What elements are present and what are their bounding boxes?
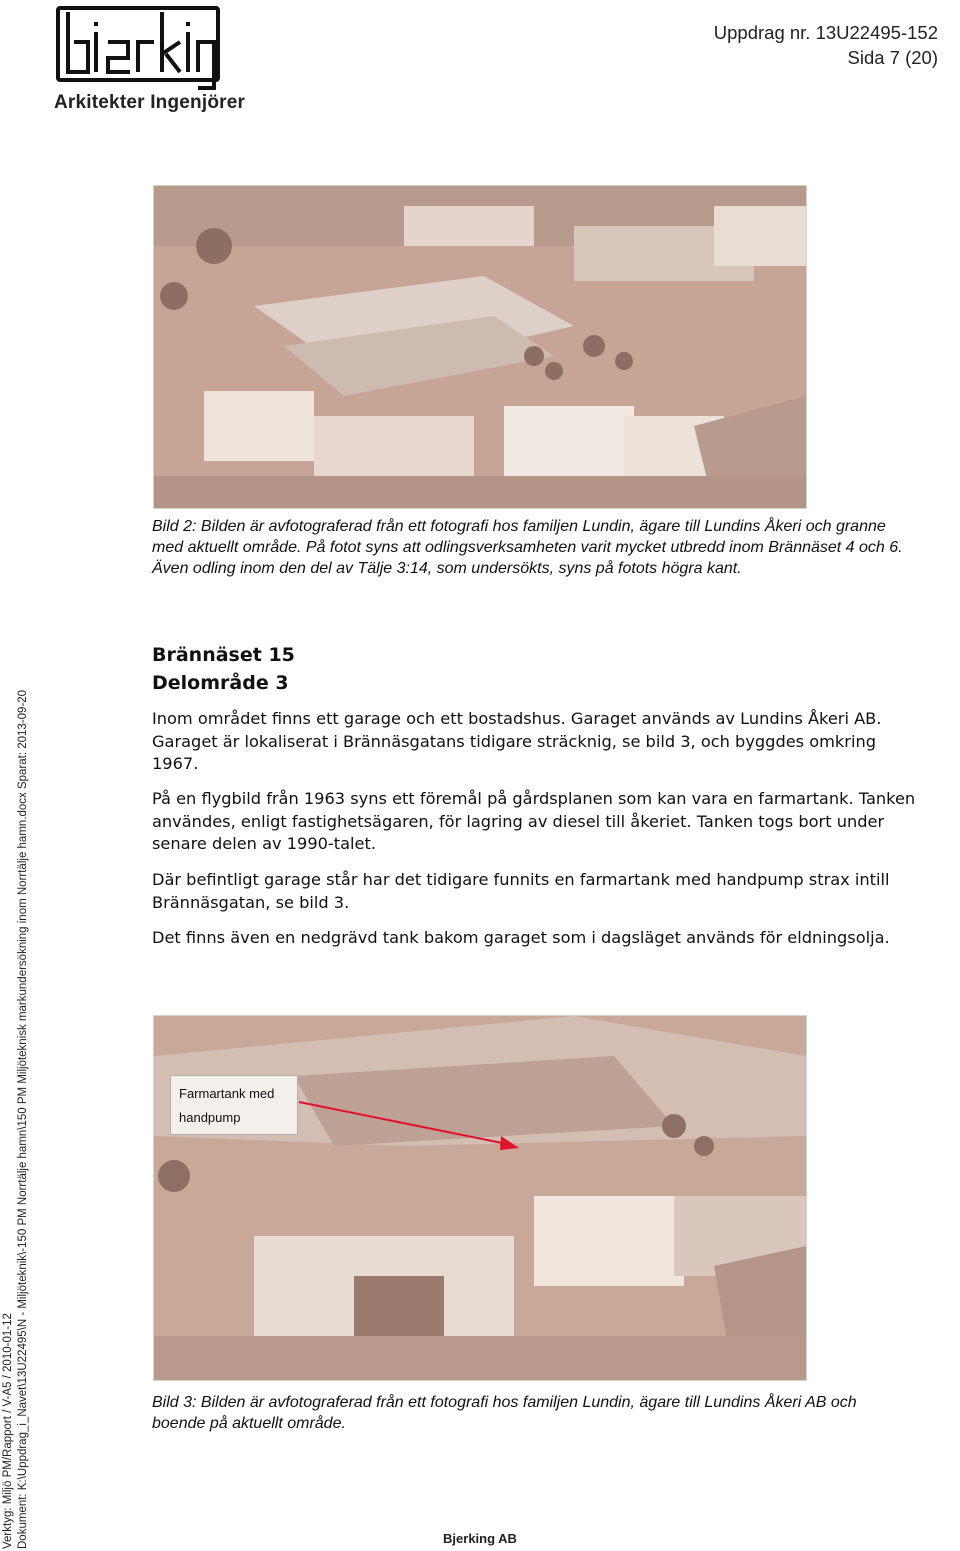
page-header [714,20,938,70]
page-number: Sida 7 (20) [847,47,938,68]
photo-2-caption: Bild 3: Bilden är avfotograferad från ett fotografi hos familjen Lundin, ägare till Lundins Åkeri AB och boende på aktuellt område. [152,1394,857,1432]
aerial-photo-2 [153,1015,807,1381]
photo-1-caption: Bild 2: Bilden är avfotograferad från ett fotografi hos familjen Lundin, ägare till Lundins Åkeri och granne med aktuellt område. På fotot syns att odlingsverksamheten varit mycket utbredd inom Brännäset 4 och 6. Även odling inom den del av Tälje 3:14, som undersökts, syns på fotots högra kant. [152,518,903,577]
aerial-photo-1 [153,185,807,509]
assignment-number: Uppdrag nr. 13U22495-152 [713,22,938,43]
paragraph: Där befintligt garage står har det tidigare funnits en farmartank med handpump strax intill Brännäsgatan, se bild 3. [152,870,890,912]
footer-company: Bjerking AB [443,1531,517,1546]
photo-callout: Farmartank med handpump [170,1075,298,1135]
document-path: Dokument: K:\Uppdrag_i_Navet\13U22495\N - Miljöteknik\-150 PM Norrtälje hamn\150 PM Miljöteknisk markundersökning inom Norrtälje hamn.docx Sparat: 2013-09-20 [17,689,29,1549]
section-subtitle: Delområde 3 [152,672,289,694]
template-info: Verktyg: Miljö PM/Rapport / V-A5 / 2010-01-12 [2,1313,14,1549]
paragraph: På en flygbild från 1963 syns ett föremål på gårdsplanen som kan vara en farmartank. Tanken användes, enligt fastighetsägaren, för lagring av diesel till åkeriet. Tanken togs bort under senare delen av 1990-talet. [152,789,916,853]
company-logo [52,2,246,114]
section-title: Brännäset 15 [152,644,295,666]
paragraph: Det finns även en nedgrävd tank bakom garaget som i dagsläget används för eldningsolja. [152,928,890,947]
paragraph: Inom området finns ett garage och ett bostadshus. Garaget används av Lundins Åkeri AB. Garaget är lokaliserat i Brännäsgatans tidigare sträcknig, se bild 3, och byggdes omkring 1967. [152,709,882,773]
bjerking-logo-mark [52,2,232,92]
callout-arrow [297,1100,527,1160]
logo-subtitle: Arkitekter Ingenjörer [54,92,246,113]
